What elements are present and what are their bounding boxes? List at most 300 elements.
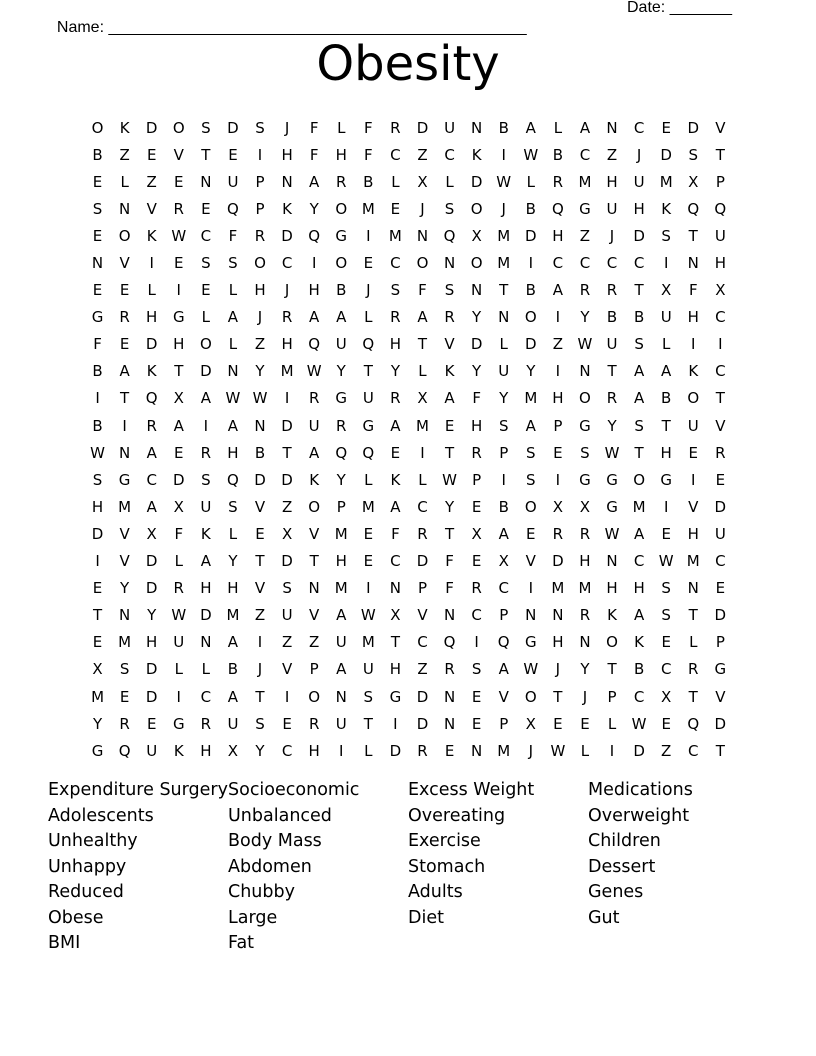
grid-letter[interactable]: C [471, 606, 482, 625]
grid-letter[interactable]: S [688, 145, 699, 164]
grid-letter[interactable]: S [119, 660, 130, 679]
grid-letter[interactable]: S [282, 579, 292, 598]
grid-letter[interactable]: S [228, 254, 238, 273]
grid-letter[interactable]: R [390, 389, 401, 408]
grid-letter[interactable]: N [200, 172, 212, 191]
grid-letter[interactable]: P [472, 470, 482, 489]
grid-letter[interactable]: L [228, 335, 238, 354]
grid-letter[interactable]: U [498, 362, 510, 381]
grid-letter[interactable]: Q [362, 443, 375, 462]
grid-letter[interactable]: U [660, 308, 672, 327]
grid-letter[interactable]: E [282, 714, 292, 733]
grid-letter[interactable]: P [336, 497, 346, 516]
grid-letter[interactable]: H [633, 579, 645, 598]
grid-letter[interactable]: U [227, 714, 239, 733]
grid-letter[interactable]: D [281, 416, 293, 435]
grid-letter[interactable]: U [714, 524, 726, 543]
grid-letter[interactable]: U [714, 226, 726, 245]
grid-letter[interactable]: Y [472, 308, 482, 327]
grid-letter[interactable]: H [579, 552, 591, 571]
grid-letter[interactable]: F [228, 226, 238, 245]
grid-letter[interactable]: X [661, 687, 672, 706]
grid-letter[interactable]: G [335, 226, 348, 245]
grid-letter[interactable]: W [550, 741, 566, 760]
grid-letter[interactable]: Q [687, 199, 700, 218]
grid-letter[interactable]: M [632, 497, 646, 516]
grid-letter[interactable]: L [391, 172, 400, 191]
grid-letter[interactable]: E [92, 633, 103, 652]
grid-letter[interactable]: E [363, 524, 374, 543]
grid-letter[interactable]: G [579, 416, 591, 435]
grid-letter[interactable]: X [471, 226, 482, 245]
grid-letter[interactable]: O [470, 199, 483, 218]
grid-letter[interactable]: E [444, 416, 455, 435]
grid-letter[interactable]: N [443, 687, 456, 706]
grid-letter[interactable]: T [715, 741, 725, 760]
grid-letter[interactable]: B [92, 416, 103, 435]
grid-letter[interactable]: F [93, 335, 102, 354]
grid-letter[interactable]: T [607, 362, 617, 381]
grid-letter[interactable]: H [281, 335, 293, 354]
grid-letter[interactable]: M [497, 254, 511, 273]
grid-letter[interactable]: O [687, 389, 700, 408]
grid-letter[interactable]: T [282, 443, 292, 462]
grid-letter[interactable]: D [416, 552, 429, 571]
grid-letter[interactable]: G [172, 308, 185, 327]
grid-letter[interactable]: E [580, 714, 590, 733]
grid-letter[interactable]: N [119, 199, 131, 218]
grid-letter[interactable]: E [174, 254, 184, 273]
grid-letter[interactable]: E [715, 470, 726, 489]
grid-letter[interactable]: I [691, 470, 696, 489]
grid-letter[interactable]: S [634, 416, 644, 435]
grid-letter[interactable]: U [335, 335, 347, 354]
grid-letter[interactable]: F [364, 118, 373, 137]
grid-letter[interactable]: E [119, 687, 130, 706]
grid-letter[interactable]: E [119, 335, 130, 354]
grid-letter[interactable]: R [119, 714, 130, 733]
grid-letter[interactable]: O [172, 118, 185, 137]
grid-letter[interactable]: P [255, 199, 265, 218]
grid-letter[interactable]: S [634, 335, 644, 354]
grid-letter[interactable]: H [281, 145, 293, 164]
grid-letter[interactable]: Z [552, 335, 563, 354]
grid-letter[interactable]: E [174, 443, 184, 462]
grid-letter[interactable]: A [200, 552, 211, 571]
grid-letter[interactable]: R [606, 389, 618, 408]
grid-letter[interactable]: Y [472, 362, 482, 381]
grid-letter[interactable]: R [579, 281, 591, 300]
grid-letter[interactable]: M [551, 579, 565, 598]
grid-letter[interactable]: K [390, 470, 401, 489]
grid-letter[interactable]: A [390, 416, 401, 435]
grid-letter[interactable]: R [579, 524, 591, 543]
grid-letter[interactable]: O [524, 497, 537, 516]
grid-letter[interactable]: Q [118, 741, 131, 760]
grid-letter[interactable]: E [146, 714, 157, 733]
grid-letter[interactable]: A [633, 606, 645, 625]
grid-letter[interactable]: D [227, 118, 239, 137]
grid-letter[interactable]: D [389, 741, 402, 760]
grid-letter[interactable]: E [661, 714, 671, 733]
grid-letter[interactable]: B [633, 660, 645, 679]
grid-letter[interactable]: N [119, 443, 131, 462]
grid-letter[interactable]: P [499, 443, 509, 462]
grid-letter[interactable]: H [606, 579, 618, 598]
grid-letter[interactable]: A [227, 633, 239, 652]
grid-letter[interactable]: C [552, 254, 564, 273]
grid-letter[interactable]: M [497, 741, 511, 760]
grid-letter[interactable]: T [688, 687, 698, 706]
grid-letter[interactable]: S [661, 579, 671, 598]
grid-letter[interactable]: H [227, 443, 239, 462]
grid-letter[interactable]: C [715, 552, 726, 571]
grid-letter[interactable]: F [174, 524, 184, 543]
grid-letter[interactable]: A [336, 308, 347, 327]
grid-letter[interactable]: Q [335, 443, 348, 462]
grid-letter[interactable]: V [119, 254, 130, 273]
grid-letter[interactable]: S [255, 714, 265, 733]
grid-letter[interactable]: A [633, 362, 645, 381]
grid-letter[interactable]: K [200, 524, 211, 543]
grid-letter[interactable]: X [417, 389, 428, 408]
grid-letter[interactable]: B [525, 199, 536, 218]
grid-letter[interactable]: H [308, 281, 320, 300]
grid-letter[interactable]: V [688, 497, 699, 516]
grid-letter[interactable]: H [308, 741, 320, 760]
grid-letter[interactable]: D [200, 606, 212, 625]
grid-letter[interactable]: S [498, 416, 509, 435]
grid-letter[interactable]: E [201, 281, 211, 300]
grid-letter[interactable]: E [228, 145, 238, 164]
grid-letter[interactable]: Y [444, 497, 455, 516]
grid-letter[interactable]: R [336, 172, 347, 191]
grid-letter[interactable]: J [609, 226, 615, 245]
grid-letter[interactable]: W [442, 470, 457, 489]
grid-letter[interactable]: Q [308, 226, 321, 245]
grid-letter[interactable]: U [362, 660, 374, 679]
grid-letter[interactable]: U [146, 741, 158, 760]
grid-letter[interactable]: A [661, 362, 672, 381]
grid-letter[interactable]: J [257, 308, 263, 327]
grid-letter[interactable]: I [528, 254, 533, 273]
grid-letter[interactable]: I [284, 687, 290, 706]
grid-letter[interactable]: R [444, 660, 455, 679]
grid-letter[interactable]: I [609, 741, 615, 760]
grid-letter[interactable]: G [172, 714, 185, 733]
grid-letter[interactable]: L [662, 335, 671, 354]
grid-letter[interactable]: Z [146, 172, 157, 191]
grid-letter[interactable]: C [200, 687, 212, 706]
grid-letter[interactable]: R [417, 741, 428, 760]
grid-letter[interactable]: X [661, 281, 672, 300]
grid-letter[interactable]: N [579, 362, 591, 381]
grid-letter[interactable]: D [172, 470, 185, 489]
grid-letter[interactable]: C [390, 552, 401, 571]
grid-letter[interactable]: N [498, 308, 510, 327]
grid-letter[interactable]: B [525, 281, 536, 300]
grid-letter[interactable]: F [472, 389, 481, 408]
grid-letter[interactable]: S [228, 497, 238, 516]
grid-letter[interactable]: M [226, 606, 240, 625]
grid-letter[interactable]: B [92, 362, 103, 381]
grid-letter[interactable]: U [606, 335, 618, 354]
grid-letter[interactable]: B [606, 308, 618, 327]
grid-letter[interactable]: Z [606, 145, 618, 164]
grid-letter[interactable]: H [146, 633, 158, 652]
grid-letter[interactable]: R [336, 416, 347, 435]
grid-letter[interactable]: I [691, 335, 696, 354]
grid-letter[interactable]: H [146, 308, 158, 327]
grid-letter[interactable]: K [634, 633, 645, 652]
grid-letter[interactable]: I [122, 416, 127, 435]
grid-letter[interactable]: E [146, 145, 157, 164]
grid-letter[interactable]: S [92, 470, 103, 489]
grid-letter[interactable]: R [173, 579, 184, 598]
grid-letter[interactable]: Q [362, 335, 375, 354]
grid-letter[interactable]: T [255, 552, 265, 571]
grid-letter[interactable]: E [553, 443, 563, 462]
grid-letter[interactable]: T [92, 606, 103, 625]
grid-letter[interactable]: A [552, 281, 563, 300]
grid-letter[interactable]: R [200, 714, 212, 733]
grid-letter[interactable]: R [579, 606, 591, 625]
grid-letter[interactable]: H [552, 226, 564, 245]
grid-letter[interactable]: R [308, 714, 320, 733]
grid-letter[interactable]: L [689, 633, 698, 652]
grid-letter[interactable]: K [661, 199, 672, 218]
grid-letter[interactable]: G [524, 633, 537, 652]
grid-letter[interactable]: X [390, 606, 401, 625]
grid-letter[interactable]: J [582, 687, 588, 706]
grid-letter[interactable]: Z [254, 335, 266, 354]
grid-letter[interactable]: H [173, 335, 185, 354]
grid-letter[interactable]: O [91, 118, 104, 137]
grid-letter[interactable]: N [606, 118, 618, 137]
grid-letter[interactable]: N [308, 579, 320, 598]
grid-letter[interactable]: S [201, 254, 211, 273]
grid-letter[interactable]: Z [254, 606, 266, 625]
grid-letter[interactable]: X [146, 524, 157, 543]
grid-letter[interactable]: T [661, 416, 671, 435]
grid-letter[interactable]: W [171, 606, 187, 625]
grid-letter[interactable]: Q [687, 714, 700, 733]
grid-letter[interactable]: W [631, 714, 647, 733]
grid-letter[interactable]: A [336, 660, 347, 679]
grid-letter[interactable]: E [715, 579, 726, 598]
grid-letter[interactable]: M [334, 524, 348, 543]
grid-letter[interactable]: X [471, 524, 482, 543]
grid-letter[interactable]: R [471, 443, 482, 462]
grid-letter[interactable]: N [579, 633, 591, 652]
grid-letter[interactable]: E [661, 633, 671, 652]
date-field[interactable]: Date: _______ [627, 0, 732, 16]
grid-letter[interactable]: B [254, 443, 266, 462]
grid-letter[interactable]: C [660, 660, 672, 679]
grid-letter[interactable]: Q [145, 389, 158, 408]
grid-letter[interactable]: A [525, 416, 536, 435]
grid-letter[interactable]: V [715, 687, 726, 706]
grid-letter[interactable]: H [714, 254, 726, 273]
grid-letter[interactable]: Q [551, 199, 564, 218]
grid-letter[interactable]: V [119, 524, 130, 543]
grid-letter[interactable]: M [578, 579, 592, 598]
grid-letter[interactable]: Q [497, 633, 510, 652]
grid-letter[interactable]: I [366, 226, 371, 245]
grid-letter[interactable]: A [146, 443, 157, 462]
grid-letter[interactable]: D [633, 226, 645, 245]
grid-letter[interactable]: O [524, 687, 537, 706]
grid-letter[interactable]: G [714, 660, 727, 679]
grid-letter[interactable]: O [416, 254, 429, 273]
grid-letter[interactable]: V [444, 335, 455, 354]
grid-letter[interactable]: E [92, 172, 103, 191]
grid-letter[interactable]: A [498, 660, 509, 679]
grid-letter[interactable]: E [444, 741, 455, 760]
grid-letter[interactable]: G [579, 199, 591, 218]
grid-letter[interactable]: K [309, 470, 320, 489]
grid-letter[interactable]: T [201, 145, 211, 164]
grid-letter[interactable]: R [688, 660, 699, 679]
grid-letter[interactable]: P [715, 633, 725, 652]
grid-letter[interactable]: I [555, 362, 561, 381]
grid-letter[interactable]: G [579, 470, 591, 489]
grid-letter[interactable]: X [552, 497, 563, 516]
grid-letter[interactable]: L [201, 308, 211, 327]
grid-letter[interactable]: C [390, 254, 401, 273]
grid-letter[interactable]: R [390, 308, 401, 327]
grid-letter[interactable]: A [227, 687, 239, 706]
grid-letter[interactable]: H [633, 199, 645, 218]
grid-letter[interactable]: H [335, 552, 347, 571]
grid-letter[interactable]: L [147, 281, 156, 300]
grid-letter[interactable]: R [417, 524, 428, 543]
grid-letter[interactable]: Y [228, 552, 238, 571]
grid-letter[interactable]: M [416, 416, 429, 435]
grid-letter[interactable]: A [579, 118, 591, 137]
grid-letter[interactable]: C [715, 308, 726, 327]
grid-letter[interactable]: D [687, 118, 700, 137]
grid-letter[interactable]: M [91, 687, 105, 706]
grid-letter[interactable]: C [633, 118, 645, 137]
grid-letter[interactable]: L [364, 470, 373, 489]
grid-letter[interactable]: M [361, 497, 375, 516]
grid-letter[interactable]: N [91, 254, 104, 273]
grid-letter[interactable]: A [336, 606, 347, 625]
grid-letter[interactable]: D [145, 552, 158, 571]
grid-letter[interactable]: X [525, 714, 536, 733]
grid-letter[interactable]: S [580, 443, 590, 462]
grid-letter[interactable]: K [688, 362, 699, 381]
grid-letter[interactable]: O [633, 470, 645, 489]
grid-letter[interactable]: K [146, 226, 157, 245]
grid-letter[interactable]: E [201, 199, 211, 218]
grid-letter[interactable]: U [308, 416, 320, 435]
grid-letter[interactable]: R [606, 281, 618, 300]
grid-letter[interactable]: Y [499, 389, 509, 408]
grid-letter[interactable]: D [416, 118, 429, 137]
grid-letter[interactable]: R [146, 416, 157, 435]
grid-letter[interactable]: A [227, 308, 239, 327]
grid-letter[interactable]: L [364, 308, 373, 327]
grid-letter[interactable]: D [525, 226, 537, 245]
grid-letter[interactable]: N [687, 579, 699, 598]
grid-letter[interactable]: W [171, 226, 187, 245]
grid-letter[interactable]: U [444, 118, 456, 137]
grid-letter[interactable]: O [606, 633, 618, 652]
grid-letter[interactable]: L [553, 118, 563, 137]
grid-letter[interactable]: S [471, 660, 482, 679]
grid-letter[interactable]: R [390, 118, 401, 137]
grid-letter[interactable]: L [228, 524, 238, 543]
name-field[interactable]: Name: _______________________________________________ [56, 19, 527, 36]
grid-letter[interactable]: D [416, 687, 429, 706]
grid-letter[interactable]: E [688, 443, 698, 462]
grid-letter[interactable]: D [145, 118, 158, 137]
grid-letter[interactable]: L [418, 362, 427, 381]
grid-letter[interactable]: I [555, 470, 561, 489]
grid-letter[interactable]: X [281, 524, 293, 543]
grid-letter[interactable]: P [607, 687, 617, 706]
grid-letter[interactable]: M [118, 497, 132, 516]
grid-letter[interactable]: D [281, 470, 293, 489]
grid-letter[interactable]: E [471, 714, 482, 733]
grid-letter[interactable]: I [284, 389, 290, 408]
grid-letter[interactable]: C [281, 741, 293, 760]
grid-letter[interactable]: T [255, 687, 265, 706]
grid-letter[interactable]: G [91, 741, 104, 760]
grid-letter[interactable]: P [499, 606, 509, 625]
grid-letter[interactable]: E [471, 687, 482, 706]
grid-letter[interactable]: H [200, 741, 212, 760]
grid-letter[interactable]: W [604, 443, 620, 462]
grid-letter[interactable]: D [145, 579, 158, 598]
grid-letter[interactable]: Y [580, 660, 590, 679]
grid-letter[interactable]: X [579, 497, 591, 516]
grid-letter[interactable]: H [687, 308, 699, 327]
grid-letter[interactable]: I [203, 416, 209, 435]
grid-letter[interactable]: O [335, 254, 348, 273]
grid-letter[interactable]: W [604, 524, 620, 543]
grid-letter[interactable]: R [254, 226, 266, 245]
grid-letter[interactable]: Y [607, 416, 617, 435]
grid-letter[interactable]: W [306, 362, 322, 381]
grid-letter[interactable]: N [443, 606, 456, 625]
grid-letter[interactable]: M [388, 226, 402, 245]
grid-letter[interactable]: B [661, 389, 672, 408]
grid-letter[interactable]: C [146, 470, 157, 489]
grid-letter[interactable]: N [335, 687, 347, 706]
grid-letter[interactable]: T [715, 389, 725, 408]
grid-letter[interactable]: H [552, 633, 564, 652]
grid-letter[interactable]: W [252, 389, 268, 408]
grid-letter[interactable]: O [470, 254, 483, 273]
grid-letter[interactable]: W [577, 335, 593, 354]
grid-letter[interactable]: N [227, 362, 239, 381]
grid-letter[interactable]: Q [227, 199, 239, 218]
grid-letter[interactable]: U [173, 633, 185, 652]
grid-letter[interactable]: N [281, 172, 293, 191]
grid-letter[interactable]: A [498, 524, 509, 543]
grid-letter[interactable]: E [661, 524, 671, 543]
grid-letter[interactable]: T [390, 633, 400, 652]
grid-letter[interactable]: F [309, 145, 319, 164]
grid-letter[interactable]: S [526, 470, 536, 489]
grid-letter[interactable]: S [92, 199, 103, 218]
grid-letter[interactable]: V [715, 118, 726, 137]
grid-letter[interactable]: N [552, 606, 564, 625]
grid-letter[interactable]: T [715, 145, 725, 164]
